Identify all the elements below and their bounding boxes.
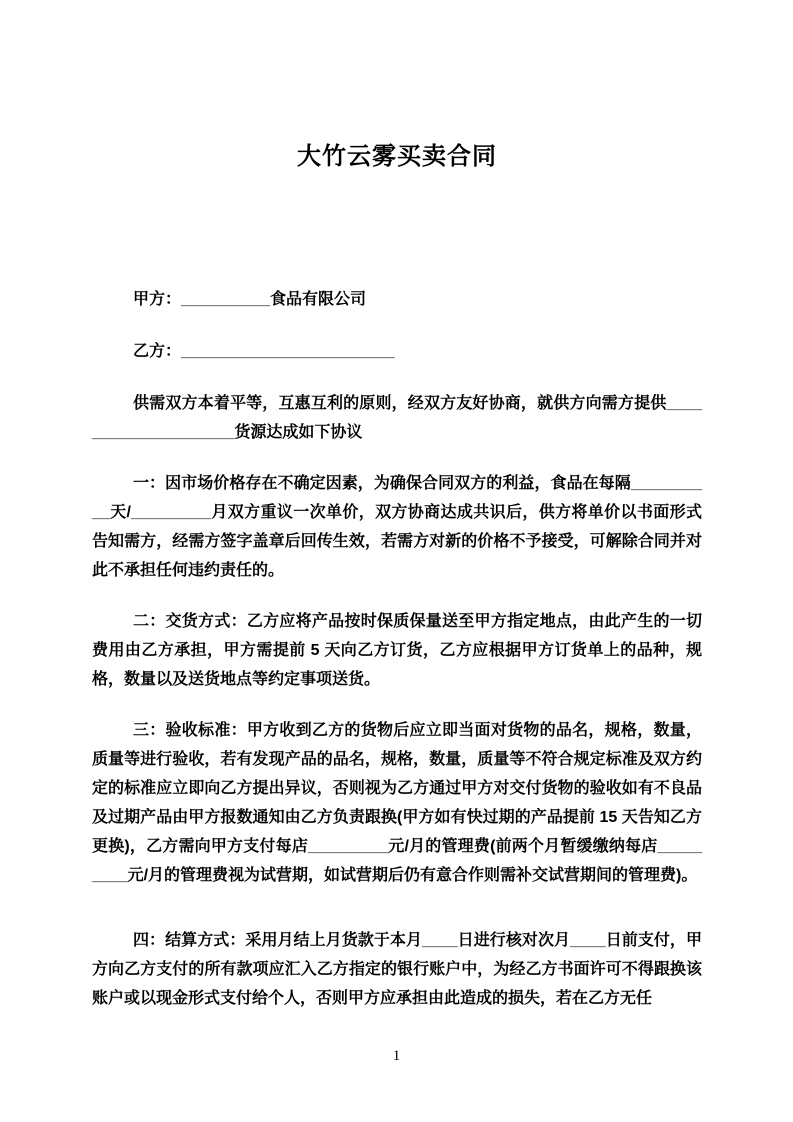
clause-2-delivery-terms: 二：交货方式：乙方应将产品按时保质保量送至甲方指定地点，由此产生的一切费用由乙方承担，甲方需提前 5 天向乙方订货，乙方应根据甲方订货单上的品种，规格，数量以及送货地点等约定事项送货。 [92,613,702,688]
clause-3-acceptance-standard: 三：验收标准：甲方收到乙方的货物后应立即当面对货物的品名，规格，数量，质量等进行验收，若有发现产品的品名，规格，数量，质量等不符合规定标准及双方约定的标准应立即向乙方提出异议，否则视为乙方通过甲方对交付货物的验收如有不良品及过期产品由甲方报数通知由乙方负责跟换(甲方如有快过期的产品提前 15 天告知乙方更换)，乙方需向甲方支付每店_________元/月的管理费(前两个月暂缓缴纳每店_________元/月的管理费视为试营期，如试营期后仍有意合作则需补交试营期间的管理费)。 [92,722,702,884]
party-a-line: 甲方：__________食品有限公司 [133,291,366,308]
document-title: 大竹云雾买卖合同 [297,143,497,170]
page-number: 1 [392,1048,401,1064]
clause-4-settlement-method: 四：结算方式：采用月结上月货款于本月____日进行核对次月____日前支付，甲方向乙方支付的所有款项应汇入乙方指定的银行账户中，为经乙方书面许可不得跟换该账户或以现金形式支付给个人，否则甲方应承担由此造成的损失，若在乙方无任 [92,932,702,1007]
preamble-paragraph: 供需双方本着平等，互惠互利的原则，经双方友好协商，就供方向需方提供____________________货源达成如下协议 [92,395,702,441]
clause-1-price-adjustment: 一：因市场价格存在不确定因素，为确保合同双方的利益，食品在每隔__________天/_________月双方重议一次单价，双方协商达成共识后，供方将单价以书面形式告知需方，经需方签字盖章后回传生效，若需方对新的价格不予接受，可解除合同并对此不承担任何违约责任的。 [92,475,702,579]
party-b-line: 乙方：________________________ [133,343,395,360]
